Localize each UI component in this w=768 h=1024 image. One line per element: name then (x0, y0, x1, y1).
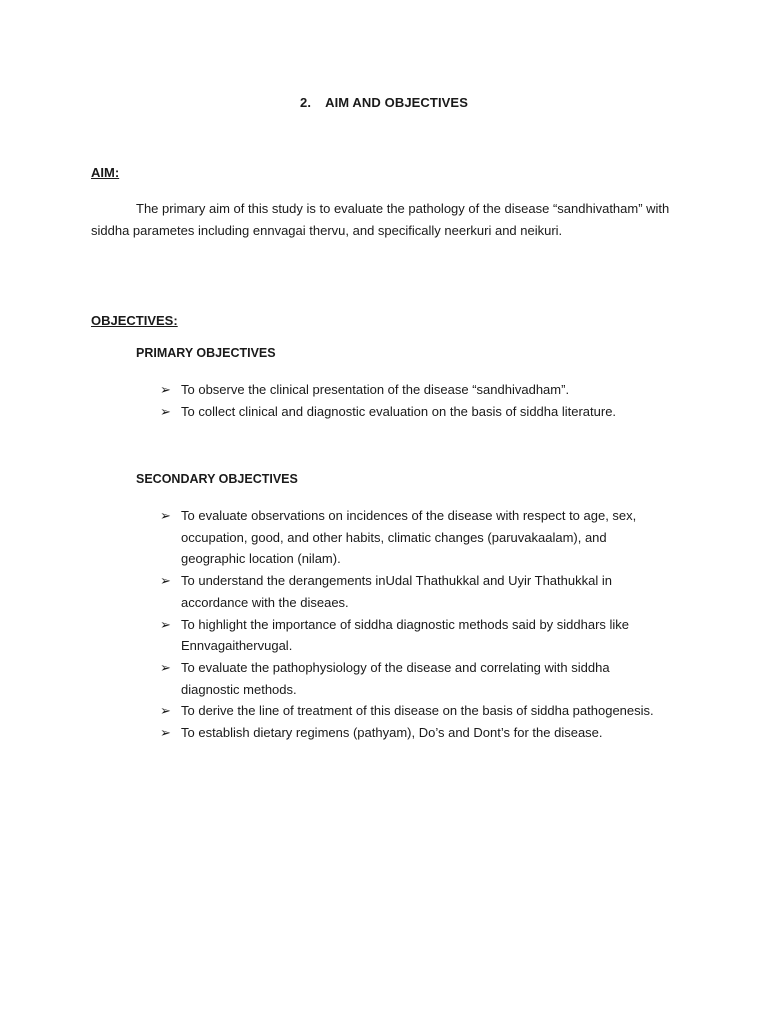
aim-paragraph: The primary aim of this study is to evaluate the pathology of the disease “sandhivatham” with siddha parametes including ennvagai thervu, and specifically neerkuri and neikuri. (91, 201, 670, 238)
arrow-bullet-icon: ➢ (160, 659, 171, 675)
arrow-bullet-icon: ➢ (160, 725, 171, 741)
primary-objectives-heading: PRIMARY OBJECTIVES (136, 346, 276, 360)
arrow-bullet-icon: ➢ (160, 403, 171, 419)
arrow-bullet-icon: ➢ (160, 703, 171, 719)
primary-objectives-list (160, 379, 670, 422)
list-item-text: To evaluate the pathophysiology of the disease and correlating with siddha diagnostic methods. (181, 659, 610, 697)
arrow-bullet-icon: ➢ (160, 382, 171, 397)
list-item-text: To evaluate observations on incidences of the disease with respect to age, sex, occupation, good, and other habits, climatic changes (paruvakaalam), and geographic location (nilam). (181, 508, 637, 567)
aim-heading: AIM: (91, 165, 120, 180)
list-item (160, 722, 670, 744)
list-item (160, 657, 670, 700)
arrow-bullet-icon: ➢ (160, 573, 171, 589)
section-title: AIM AND OBJECTIVES (325, 95, 468, 110)
secondary-objectives-list (160, 505, 670, 744)
section-number: 2. (300, 95, 312, 110)
arrow-bullet-icon: ➢ (160, 616, 171, 632)
list-item-text: To collect clinical and diagnostic evaluation on the basis of siddha literature. (181, 403, 617, 419)
list-item (160, 379, 670, 401)
list-item-text: To derive the line of treatment of this disease on the basis of siddha pathogenesis. (181, 703, 654, 719)
page-title (0, 95, 768, 110)
list-item-text: To observe the clinical presentation of the disease “sandhivadham”. (181, 382, 570, 397)
list-item (160, 614, 670, 657)
list-item-text: To understand the derangements inUdal Thathukkal and Uyir Thathukkal in accordance with the diseaes. (181, 573, 612, 610)
list-item (160, 570, 670, 613)
objectives-heading: OBJECTIVES: (91, 313, 178, 328)
list-item (160, 505, 670, 570)
list-item-text: To establish dietary regimens (pathyam), Do’s and Dont’s for the disease. (181, 725, 603, 741)
list-item (160, 401, 670, 423)
secondary-objectives-heading: SECONDARY OBJECTIVES (136, 472, 298, 486)
arrow-bullet-icon: ➢ (160, 508, 171, 523)
list-item-text: To highlight the importance of siddha diagnostic methods said by siddhars like Ennvagaithervugal. (181, 616, 630, 654)
list-item (160, 700, 670, 722)
